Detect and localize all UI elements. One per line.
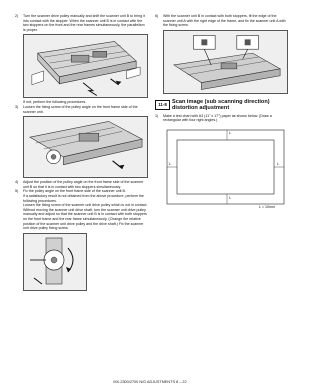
- chart-label-top: L: [229, 130, 231, 135]
- scanner-unit-illustration: [24, 35, 147, 97]
- drive-pulley-illustration: [24, 234, 86, 290]
- step-4-number: 4): [15, 180, 19, 185]
- chart-label-bottom: L: [229, 195, 231, 200]
- left-column: [15, 14, 148, 293]
- step-1: [155, 114, 288, 123]
- chart-label-left: L: [169, 161, 171, 166]
- step-2-followup: If not, perform the following procedures.: [23, 100, 87, 105]
- test-chart-drawing: [163, 126, 288, 210]
- figure-scanner-unit-stoppers: [23, 34, 148, 98]
- step-4: [15, 180, 148, 189]
- page-footer: MX-2300/2700 N/G ADJUSTMENTS 8 – 22: [113, 380, 187, 384]
- step-5-paragraph-4: Without moving the scanner unit drive shaft, turn the scanner unit drive pulley manually and adjust so that the scanner unit B is in contact with both stoppers on the front frame and the rear frame simultaneously. (Change the relative position of the scanner unit drive pulley and the drive shaft.) Fix the scanner unit drive pulley fixing screw.: [23, 207, 147, 231]
- section-title: Scan image (sub scanning direction) distortion adjustment: [172, 98, 270, 112]
- step-5-text: Fix the pulley angle on the front frame side of the scanner unit B.: [23, 189, 126, 194]
- step-6-text: With the scanner unit B in contact with both stoppers, fit the edge of the scanner unit A with the right edge of the frame, and fix the scanner unit A with the fixing screw.: [163, 14, 286, 28]
- step-5-paragraph-3: Loosen the fixing screw of the scanner unit drive pulley which is not in contact.: [23, 203, 148, 208]
- step-3-text: Loosen the fixing screw of the pulley angle on the front frame side of the scanner unit.: [23, 104, 138, 114]
- chart-note: L = 10mm: [259, 204, 275, 209]
- pulley-angle-illustration: [24, 117, 147, 177]
- chart-label-right: L: [277, 161, 279, 166]
- right-column: [155, 14, 288, 210]
- figure-scanner-unit-a-fix: [163, 30, 288, 94]
- figure-pulley-angle: [23, 116, 148, 178]
- test-chart-diagram: [163, 126, 288, 210]
- step-4-text: Adjust the position of the pulley angle on the front frame side of the scanner unit B so that it is in contact with two stoppers simultaneously.: [23, 180, 144, 189]
- step-1-number: 1): [155, 113, 159, 118]
- step-5-number: 5): [15, 189, 19, 194]
- step-3-number: 3): [15, 104, 19, 109]
- scanner-unit-a-illustration: [164, 31, 287, 93]
- step-2-number: 2): [15, 14, 19, 18]
- step-5-paragraph-2: If a satisfactory result is not obtained from the above procedure, perform the following procedures.: [23, 193, 144, 203]
- step-5: [15, 189, 148, 194]
- section-heading: [155, 98, 288, 114]
- section-number-badge: 11-8: [155, 100, 170, 110]
- figure-drive-pulley: [23, 233, 87, 291]
- step-2-text: Turn the scanner drive pulley manually and shift the scanner unit B to bring it into contact with the stopper. When the scanner unit B is in contact with the two stoppers on the front and the rear frames simultaneously, the parallelism is proper.: [23, 14, 145, 32]
- step-6-number: 6): [155, 14, 159, 18]
- step-3: [15, 105, 148, 114]
- step-1-text: Make a test chart with A3 (11" x 17") paper as shown below. (Draw a rectangular with four right angles.): [163, 113, 272, 123]
- step-6: [155, 14, 288, 28]
- step-2: [15, 14, 148, 32]
